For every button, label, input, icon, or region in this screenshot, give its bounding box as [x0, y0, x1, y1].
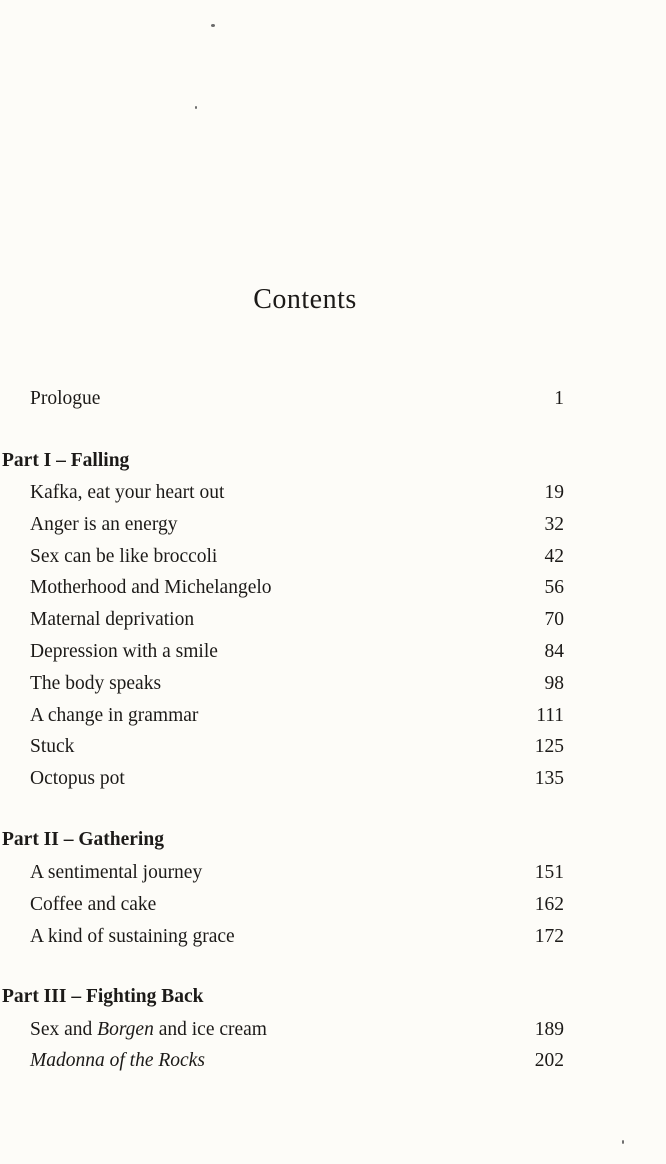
- entry-title-part: and ice cream: [153, 1019, 267, 1040]
- entry-page-number: 32: [544, 514, 564, 535]
- entry-title: Anger is an energy: [30, 514, 178, 535]
- entry-page-number: 189: [534, 1019, 564, 1040]
- entry-page-number: 162: [534, 894, 564, 915]
- entry-page-number: 70: [544, 609, 564, 630]
- entry-page-number: 135: [534, 768, 564, 789]
- entry-page-number: 98: [544, 673, 564, 694]
- entry-title: Stuck: [30, 736, 75, 757]
- entry-page-number: 84: [544, 641, 564, 662]
- entry-title: A sentimental journey: [30, 862, 203, 883]
- entry-title-italic: Borgen: [97, 1019, 154, 1040]
- entry-title: Kafka, eat your heart out: [30, 482, 225, 503]
- entry-page-number: 42: [544, 546, 564, 567]
- entry-page-number: 202: [534, 1050, 564, 1071]
- entry-title: Coffee and cake: [30, 894, 157, 915]
- paper-speck: [622, 1140, 624, 1144]
- entry-title: Motherhood and Michelangelo: [30, 577, 272, 598]
- part-heading-part-3: Part III – Fighting Back: [2, 986, 204, 1007]
- entry-title-part: Sex and: [30, 1019, 98, 1040]
- entry-page-number: 172: [534, 926, 564, 947]
- entry-title: Depression with a smile: [30, 641, 218, 662]
- page-title: Contents: [253, 284, 357, 315]
- entry-title: Sex can be like broccoli: [30, 546, 218, 567]
- entry-title: Prologue: [30, 388, 101, 409]
- paper-speck: [211, 24, 215, 27]
- entry-page-number: 1: [554, 388, 564, 409]
- part-heading-part-2: Part II – Gathering: [2, 829, 164, 850]
- entry-title: A change in grammar: [30, 705, 199, 726]
- part-heading-part-1: Part I – Falling: [2, 450, 130, 471]
- entry-page-number: 151: [534, 862, 564, 883]
- entry-page-number: 125: [534, 736, 564, 757]
- entry-title: The body speaks: [30, 673, 162, 694]
- entry-page-number: 111: [536, 705, 564, 726]
- entry-title: A kind of sustaining grace: [30, 926, 235, 947]
- entry-title: Maternal deprivation: [30, 609, 195, 630]
- entry-title: Octopus pot: [30, 768, 125, 789]
- entry-page-number: 56: [544, 577, 564, 598]
- entry-title: [30, 1018, 267, 1042]
- entry-title: Madonna of the Rocks: [30, 1050, 205, 1071]
- entry-page-number: 19: [544, 482, 564, 503]
- paper-speck: [195, 106, 197, 109]
